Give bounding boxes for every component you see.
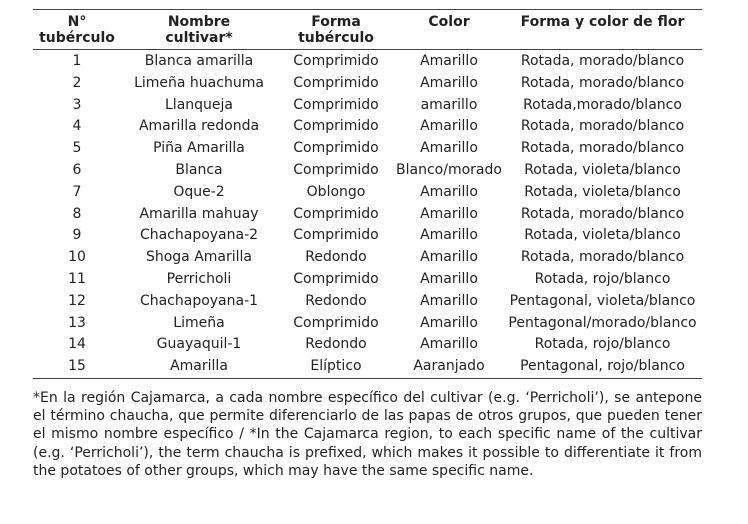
table-cell: Rotada, violeta/blanco	[524, 227, 681, 244]
table-cell: Limeña huachuma	[134, 74, 264, 91]
table-cell: 13	[68, 314, 86, 331]
table-cell: Rotada, morado/blanco	[520, 140, 685, 157]
table-cell: Blanco/morado	[396, 161, 502, 178]
table-cell: 7	[72, 183, 82, 200]
column-header: Forma y color de flor	[520, 14, 685, 30]
table-cell: Limeña	[173, 314, 225, 331]
table-cell: 10	[68, 249, 86, 266]
table-cell: Llanqueja	[165, 96, 233, 113]
table-cell: Rotada, morado/blanco	[520, 118, 685, 135]
table-cell: 11	[68, 270, 86, 287]
table-cell: Comprimido	[293, 314, 379, 331]
table-cell: Comprimido	[293, 227, 379, 244]
table-cell: 14	[68, 336, 86, 353]
table-cell: Amarillo	[420, 205, 478, 222]
table-cell: Amarillo	[420, 292, 478, 309]
table-row	[33, 313, 702, 335]
table-row	[33, 138, 702, 160]
table-cell: Amarilla	[170, 358, 228, 375]
table-row	[33, 269, 702, 291]
table-footnote: *En la región Cajamarca, a cada nombre específico del cultivar (e.g. ‘Perricholi’), se antepone el término chaucha, que permite diferenciarlo de las papas de otros grupos, que pueden tener el mismo nombre específico / *In the Cajamarca region, to each specific name of the cultivar (e.g. ‘Perricholi’), the term chaucha is prefixed, which makes it possible to differentiate it from the potatoes of other groups, which may have the same specific name.	[33, 390, 702, 479]
table-cell: Rotada, morado/blanco	[520, 205, 685, 222]
table-cell: Comprimido	[293, 118, 379, 135]
table-cell: Amarillo	[420, 53, 478, 69]
table-cell: Comprimido	[293, 96, 379, 113]
table-cell: Rotada, violeta/blanco	[524, 183, 681, 200]
table-cell: Chachapoyana-2	[139, 227, 259, 244]
column-header: Color	[428, 14, 470, 30]
table-row	[33, 356, 702, 378]
table-row	[33, 225, 702, 247]
table-cell: Amarillo	[420, 270, 478, 287]
table-row	[33, 95, 702, 117]
table-cell: Amarillo	[420, 314, 478, 331]
header-row	[33, 10, 702, 50]
table-row	[33, 204, 702, 226]
table-row	[33, 116, 702, 138]
table-cell: Redondo	[305, 336, 367, 353]
table-cell: Amarilla redonda	[138, 118, 260, 135]
table-cell: 3	[72, 96, 82, 113]
table-cell: Guayaquil-1	[156, 336, 242, 353]
table-cell: Rotada, morado/blanco	[520, 53, 685, 69]
table-cell: Oblongo	[306, 183, 366, 200]
table-cell: Amarillo	[420, 140, 478, 157]
table-row	[33, 182, 702, 204]
table-cell: Comprimido	[293, 161, 379, 178]
table-cell: Rotada, morado/blanco	[520, 249, 685, 266]
table-row	[33, 247, 702, 269]
table-row	[33, 73, 702, 95]
table-cell: Piña Amarilla	[153, 140, 245, 157]
table-cell: 9	[72, 227, 82, 244]
table-cell: 15	[68, 358, 86, 375]
table-cell: Aaranjado	[413, 358, 485, 375]
table-cell: Rotada, morado/blanco	[520, 74, 685, 91]
table-cell: Blanca amarilla	[144, 53, 254, 69]
table-row	[33, 160, 702, 182]
table-cell: Rotada, rojo/blanco	[534, 270, 671, 287]
table-cell: 2	[72, 74, 82, 91]
table-cell: 12	[68, 292, 86, 309]
column-header: Forma tubérculo	[298, 14, 374, 46]
table-cell: Pentagonal/morado/blanco	[508, 314, 697, 331]
table-cell: Amarillo	[420, 74, 478, 91]
table-cell: Amarillo	[420, 336, 478, 353]
table-cell: Rotada, rojo/blanco	[534, 336, 671, 353]
table-cell: 8	[72, 205, 82, 222]
table-cell: Chachapoyana-1	[139, 292, 259, 309]
table-cell: Blanca	[175, 161, 223, 178]
table-cell: Redondo	[305, 249, 367, 266]
table-cell: Comprimido	[293, 74, 379, 91]
table-cell: Comprimido	[293, 53, 379, 69]
table-cell: Amarillo	[420, 118, 478, 135]
table-cell: 4	[72, 118, 82, 135]
table-cell: amarillo	[420, 96, 478, 113]
table-cell: Perricholi	[166, 270, 232, 287]
table-cell: 6	[72, 161, 82, 178]
table-row	[33, 291, 702, 313]
table-cell: Shoga Amarilla	[145, 249, 253, 266]
table-cell: Amarillo	[420, 183, 478, 200]
table-cell: Comprimido	[293, 205, 379, 222]
table-cell: Comprimido	[293, 140, 379, 157]
table-cell: Amarillo	[420, 227, 478, 244]
table-cell: Pentagonal, violeta/blanco	[509, 292, 696, 309]
cultivar-table-container	[33, 9, 702, 379]
table-cell: Amarilla mahuay	[139, 205, 259, 222]
table-cell: 1	[72, 53, 82, 69]
table-cell: Oque-2	[173, 183, 225, 200]
table-cell: Rotada,morado/blanco	[523, 96, 682, 113]
table-cell: Pentagonal, rojo/blanco	[520, 358, 685, 375]
table-cell: 5	[72, 140, 82, 157]
table-row	[33, 334, 702, 356]
column-header: N° tubérculo	[39, 14, 115, 46]
table-header	[33, 10, 702, 50]
table-row	[33, 50, 702, 73]
cultivar-table	[33, 9, 702, 379]
table-cell: Amarillo	[420, 249, 478, 266]
table-cell: Rotada, violeta/blanco	[524, 161, 681, 178]
table-cell: Elíptico	[310, 358, 362, 375]
table-cell: Redondo	[305, 292, 367, 309]
table-body	[33, 50, 702, 379]
column-header: Nombre cultivar*	[165, 14, 233, 46]
table-cell: Comprimido	[293, 270, 379, 287]
